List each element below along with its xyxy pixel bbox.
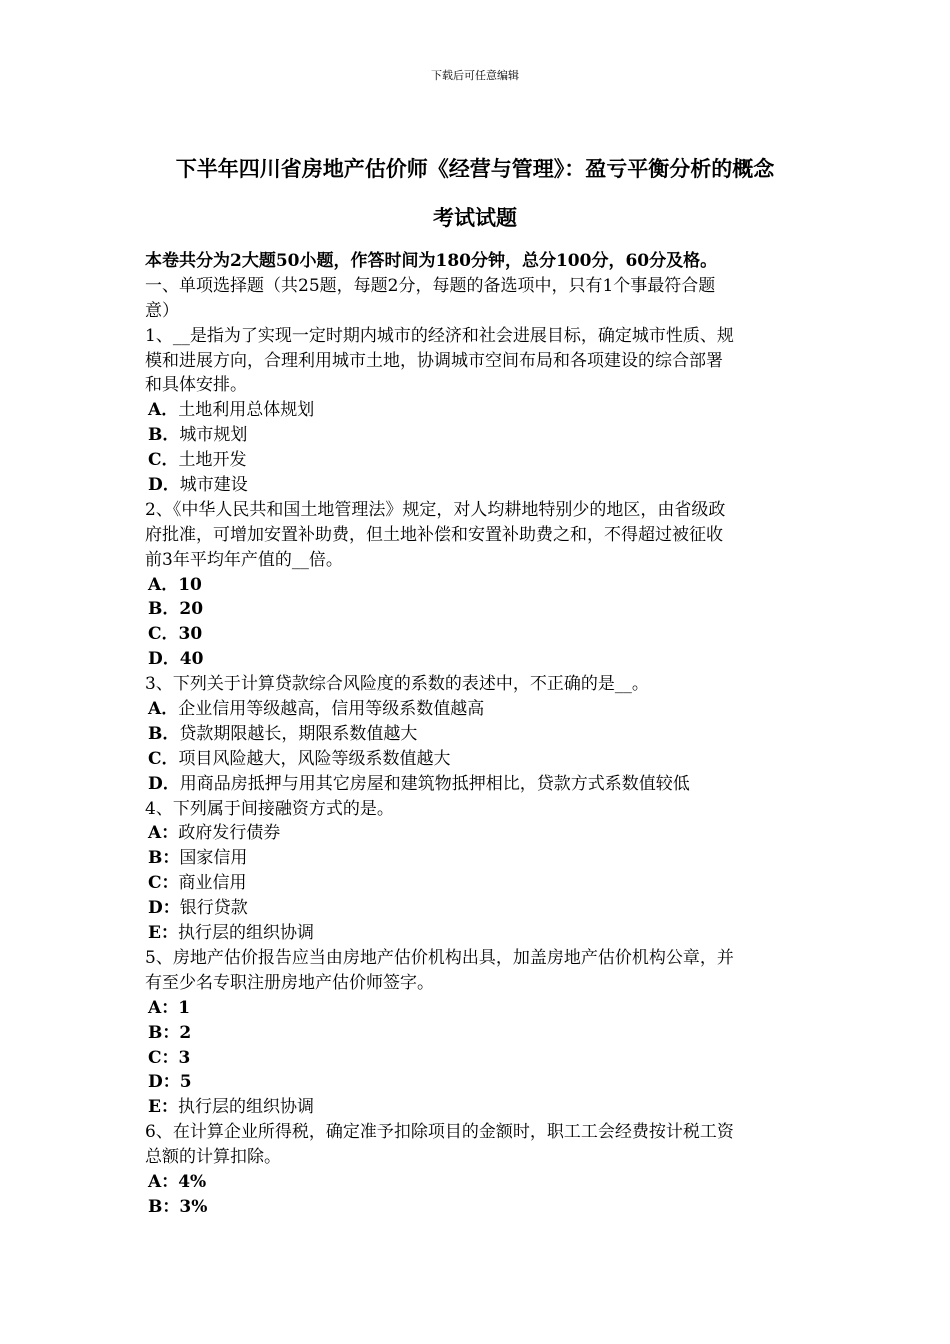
option-b [145, 1195, 815, 1220]
option-text: 10 [178, 574, 202, 595]
option-text: 1 [178, 997, 191, 1018]
option-d [145, 896, 815, 921]
option-letter: B． [148, 425, 180, 446]
document-title-continued: 考试试题 [433, 205, 517, 230]
option-a [145, 821, 815, 846]
header-note: 下载后可任意编辑 [431, 69, 519, 82]
option-text: 土地开发 [178, 450, 247, 471]
question-1 [145, 324, 815, 498]
question-stem: 6、在计算企业所得税，确定准予扣除项目的金额时，职工工会经费按计税工资 [145, 1122, 734, 1143]
option-c [145, 1046, 815, 1071]
question-stem: 1、__是指为了实现一定时期内城市的经济和社会进展目标，确定城市性质、规 [145, 325, 734, 346]
option-text: 土地利用总体规划 [178, 400, 315, 421]
option-text: 城市建设 [179, 475, 248, 496]
option-b [145, 1021, 815, 1046]
option-text: 5 [179, 1072, 192, 1093]
option-d [145, 1070, 815, 1095]
option-c [145, 747, 815, 772]
option-text: 30 [178, 624, 203, 645]
option-c [145, 622, 815, 647]
option-letter: B： [148, 1022, 180, 1043]
option-text: 3 [178, 1047, 191, 1068]
option-text: 银行贷款 [179, 898, 248, 919]
option-text: 商业信用 [178, 873, 247, 894]
option-text: 贷款期限越长，期限系数值越大 [179, 723, 418, 744]
section-heading: 一、单项选择题（共25题，每题2分，每题的备选项中，只有1个事最符合题 [145, 275, 716, 296]
option-letter: B． [148, 723, 180, 744]
option-b [145, 423, 815, 448]
option-letter: C． [148, 624, 179, 645]
option-text: 20 [179, 599, 204, 620]
document-body [145, 249, 815, 1220]
option-a [145, 573, 815, 598]
question-stem: 总额的计算扣除。 [145, 1147, 281, 1168]
option-letter: A： [148, 1171, 179, 1192]
option-letter: C： [148, 1047, 179, 1068]
document-title: 下半年四川省房地产估价师《经营与管理》：盈亏平衡分析的概念 [175, 156, 775, 181]
option-letter: C： [148, 873, 179, 894]
option-letter: E： [148, 923, 178, 944]
option-text: 执行层的组织协调 [177, 1097, 314, 1118]
option-letter: B． [148, 599, 180, 620]
option-d [145, 473, 815, 498]
option-b [145, 846, 815, 871]
option-letter: D． [148, 475, 180, 496]
question-5 [145, 946, 815, 1120]
option-letter: D． [148, 773, 180, 794]
option-letter: B： [148, 1196, 180, 1217]
question-stem: 4、下列属于间接融资方式的是。 [145, 798, 394, 819]
question-stem: 府批准，可增加安置补助费，但土地补偿和安置补助费之和，不得超过被征收 [145, 524, 723, 545]
option-a [145, 1170, 815, 1195]
option-text: 用商品房抵押与用其它房屋和建筑物抵押相比，贷款方式系数值较低 [179, 773, 690, 794]
option-a [145, 398, 815, 423]
option-letter: C． [148, 748, 179, 769]
option-text: 4% [178, 1171, 207, 1192]
question-3 [145, 672, 815, 796]
question-stem: 5、房地产估价报告应当由房地产估价机构出具，加盖房地产估价机构公章，并 [145, 947, 734, 968]
question-stem: 前3年平均年产值的__倍。 [145, 549, 343, 570]
option-letter: C． [148, 450, 179, 471]
section-heading-continued: 意） [145, 300, 179, 321]
option-e [145, 921, 815, 946]
option-letter: A． [148, 699, 179, 720]
question-4 [145, 797, 815, 946]
option-letter: A． [148, 400, 179, 421]
option-letter: A： [148, 997, 179, 1018]
option-c [145, 871, 815, 896]
question-stem: 2、《中华人民共和国土地管理法》规定，对人均耕地特别少的地区，由省级政 [145, 499, 726, 520]
option-letter: A． [148, 574, 179, 595]
option-letter: A： [148, 823, 179, 844]
option-text: 2 [179, 1022, 192, 1043]
question-6 [145, 1120, 815, 1220]
question-stem: 模和进展方向，合理利用城市土地，协调城市空间布局和各项建设的综合部署 [145, 350, 723, 371]
option-b [145, 722, 815, 747]
option-text: 40 [179, 649, 204, 670]
option-text: 政府发行债券 [178, 823, 281, 844]
option-letter: D． [148, 649, 180, 670]
option-a [145, 697, 815, 722]
option-b [145, 597, 815, 622]
option-d [145, 772, 815, 797]
exam-intro: 本卷共分为2大题50小题，作答时间为180分钟，总分100分，60分及格。 [145, 251, 718, 271]
question-stem: 有至少名专职注册房地产估价师签字。 [145, 972, 434, 993]
option-text: 项目风险越大，风险等级系数值越大 [178, 748, 451, 769]
option-a [145, 996, 815, 1021]
option-letter: E： [148, 1097, 178, 1118]
option-letter: B： [148, 848, 180, 869]
option-text: 3% [179, 1196, 208, 1217]
question-2 [145, 498, 815, 672]
option-c [145, 448, 815, 473]
option-text: 企业信用等级越高，信用等级系数值越高 [178, 699, 485, 720]
option-text: 城市规划 [179, 425, 248, 446]
option-e [145, 1095, 815, 1120]
question-stem: 3、下列关于计算贷款综合风险度的系数的表述中，不正确的是__。 [145, 674, 649, 695]
option-letter: D： [148, 898, 180, 919]
option-text: 执行层的组织协调 [177, 923, 314, 944]
option-text: 国家信用 [179, 848, 248, 869]
question-stem: 和具体安排。 [145, 375, 247, 396]
option-letter: D： [148, 1072, 180, 1093]
option-d [145, 647, 815, 672]
